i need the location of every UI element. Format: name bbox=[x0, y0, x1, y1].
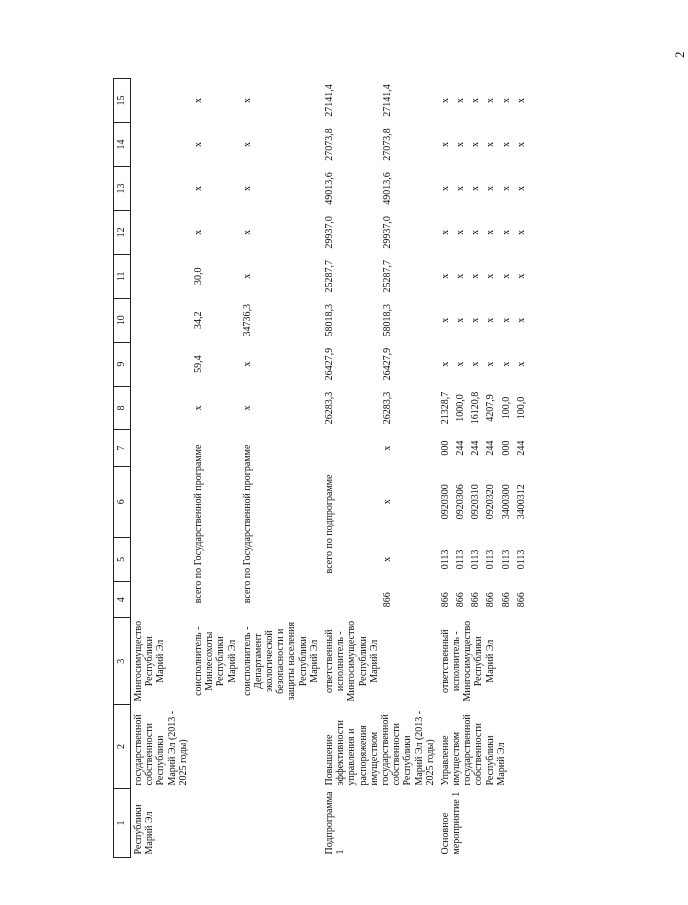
cell-value: 26427,9 bbox=[381, 347, 393, 381]
cell-value: х bbox=[241, 361, 253, 367]
cell-value: 58018,3 bbox=[381, 303, 393, 337]
header-cell-14: 14 bbox=[114, 123, 131, 167]
table-row bbox=[322, 79, 380, 858]
cell-subject: Основное мероприятие 1 bbox=[439, 791, 463, 855]
header-cell-12: 12 bbox=[114, 210, 131, 254]
cell-code: 0113 bbox=[439, 549, 451, 570]
header-cell-4: 4 bbox=[114, 582, 131, 618]
cell-code: 866 bbox=[515, 592, 527, 608]
cell-value: х bbox=[500, 361, 512, 367]
cell-executor: соисполнитель - Минлесохоты Республики Марий Эл bbox=[192, 626, 238, 696]
header-cell-10: 10 bbox=[114, 298, 131, 342]
cell-value: 16120,8 bbox=[470, 391, 482, 425]
table-row bbox=[131, 79, 191, 858]
cell-code: 0113 bbox=[500, 549, 512, 570]
header-cell-5: 5 bbox=[114, 537, 131, 581]
cell-value: 27141,4 bbox=[324, 84, 335, 117]
cell-code: 0113 bbox=[515, 549, 527, 570]
cell-value: х bbox=[485, 317, 497, 323]
cell-value: х bbox=[455, 229, 467, 235]
header-row bbox=[114, 79, 131, 858]
cell-value: х bbox=[241, 229, 253, 235]
cell-value: х bbox=[500, 98, 512, 104]
cell-value: 30,0 bbox=[192, 267, 204, 286]
cell-value: 25287,7 bbox=[381, 260, 393, 293]
cell-value: х bbox=[439, 273, 451, 279]
cell-value: х bbox=[485, 229, 497, 235]
cell-code: 000 bbox=[500, 440, 512, 456]
cell-code: 0920310 bbox=[470, 484, 482, 520]
cell-value: х bbox=[192, 98, 204, 104]
cell-code: 866 bbox=[500, 592, 512, 608]
cell-total-label: всего по Государственной программе bbox=[192, 444, 204, 604]
cell-value: 100,0 bbox=[515, 396, 527, 420]
cell-value: 27073,8 bbox=[324, 128, 335, 161]
cell-total-label: всего по Государственной программе bbox=[241, 444, 253, 604]
cell-value: х bbox=[515, 361, 527, 367]
cell-executor: ответственный исполнитель - Мингосимущество Республики Марий Эл bbox=[439, 620, 496, 702]
cell-value: х bbox=[439, 317, 451, 323]
cell-value: 100,0 bbox=[500, 396, 512, 420]
cell-value: 25287,7 bbox=[324, 260, 335, 293]
cell-code: х bbox=[381, 556, 393, 562]
header-cell-1: 1 bbox=[114, 789, 131, 858]
cell-value: х bbox=[241, 405, 253, 411]
cell-value: 26427,9 bbox=[324, 347, 335, 381]
cell-value: 4207,9 bbox=[485, 394, 497, 422]
cell-code: 866 bbox=[381, 592, 393, 608]
cell-code: 3400300 bbox=[500, 484, 512, 520]
cell-code: 866 bbox=[455, 592, 467, 608]
cell-value: 26283,3 bbox=[381, 391, 393, 425]
rotated-table-container bbox=[113, 78, 623, 858]
cell-value: 1000,0 bbox=[455, 394, 467, 422]
cell-code: 244 bbox=[470, 440, 482, 456]
cell-executor: соисполнитель - Департамент экологической безопасности и защиты населения Республики Марий Эл bbox=[241, 621, 320, 701]
cell-value: х bbox=[485, 98, 497, 104]
cell-value: 59,4 bbox=[192, 355, 204, 373]
header-cell-11: 11 bbox=[114, 254, 131, 298]
cell-code: 244 bbox=[515, 440, 527, 456]
cell-code: 0113 bbox=[485, 549, 497, 570]
cell-value: х bbox=[515, 98, 527, 104]
cell-value: х bbox=[455, 317, 467, 323]
cell-value: х bbox=[439, 361, 451, 367]
table-row bbox=[240, 79, 322, 858]
cell-value: х bbox=[515, 317, 527, 323]
program-table bbox=[113, 78, 529, 858]
cell-subject: Подпрограмма 1 bbox=[324, 791, 347, 855]
cell-value: х bbox=[241, 98, 253, 104]
cell-value: х bbox=[515, 229, 527, 235]
cell-value: х bbox=[192, 405, 204, 411]
cell-value: х bbox=[241, 185, 253, 191]
cell-value: 29937,0 bbox=[381, 216, 393, 249]
header-cell-8: 8 bbox=[114, 386, 131, 430]
cell-value: х bbox=[470, 361, 482, 367]
cell-value: х bbox=[515, 185, 527, 191]
cell-value: х bbox=[192, 229, 204, 235]
cell-value: 27141,4 bbox=[381, 84, 393, 117]
page-number: 2 bbox=[672, 51, 687, 58]
cell-code: х bbox=[381, 499, 393, 505]
cell-value: х bbox=[455, 142, 467, 148]
cell-code: 866 bbox=[439, 592, 451, 608]
cell-value: х bbox=[439, 142, 451, 148]
cell-value: 34736,3 bbox=[241, 303, 253, 337]
cell-value: 49013,6 bbox=[381, 172, 393, 205]
cell-value: х bbox=[455, 98, 467, 104]
cell-executor: ответственный исполнитель - Мингосимущество Республики Марий Эл bbox=[324, 620, 380, 702]
cell-value: х bbox=[485, 142, 497, 148]
cell-code: 000 bbox=[439, 440, 451, 456]
cell-value: х bbox=[515, 273, 527, 279]
cell-value: х bbox=[470, 273, 482, 279]
cell-code: 0920306 bbox=[455, 484, 467, 520]
cell-value: х bbox=[485, 361, 497, 367]
cell-value: 26283,3 bbox=[324, 391, 335, 425]
cell-code: 0920320 bbox=[485, 484, 497, 520]
cell-value: х bbox=[515, 142, 527, 148]
cell-code: 244 bbox=[455, 440, 467, 456]
header-cell-2: 2 bbox=[114, 705, 131, 789]
cell-value: х bbox=[439, 229, 451, 235]
cell-code: 866 bbox=[470, 592, 482, 608]
cell-code: 0113 bbox=[470, 549, 482, 570]
cell-value: х bbox=[500, 317, 512, 323]
cell-value: х bbox=[439, 185, 451, 191]
cell-code: 0113 bbox=[455, 549, 467, 570]
cell-total-label: всего по подпрограмме bbox=[324, 474, 335, 574]
table-row bbox=[438, 79, 453, 858]
cell-code: 244 bbox=[485, 440, 497, 456]
cell-value: х bbox=[500, 229, 512, 235]
header-cell-15: 15 bbox=[114, 79, 131, 123]
cell-value: х bbox=[241, 142, 253, 148]
header-cell-6: 6 bbox=[114, 466, 131, 537]
cell-value: х bbox=[500, 273, 512, 279]
cell-subject: Республики Марий Эл bbox=[133, 804, 156, 855]
cell-value: х bbox=[500, 185, 512, 191]
cell-value: х bbox=[241, 273, 253, 279]
cell-value: 58018,3 bbox=[324, 303, 335, 337]
cell-value: х bbox=[455, 273, 467, 279]
cell-value: х bbox=[470, 142, 482, 148]
cell-value: х bbox=[470, 317, 482, 323]
header-cell-3: 3 bbox=[114, 618, 131, 705]
cell-value: х bbox=[439, 98, 451, 104]
cell-value: 21328,7 bbox=[439, 391, 451, 425]
cell-value: х bbox=[455, 361, 467, 367]
cell-value: 49013,6 bbox=[324, 172, 335, 205]
cell-program-name: Управление имуществом государственной собственности Республики Марий Эл bbox=[439, 714, 507, 786]
header-cell-7: 7 bbox=[114, 430, 131, 466]
cell-value: х bbox=[470, 229, 482, 235]
cell-value: 29937,0 bbox=[324, 216, 335, 249]
cell-value: х bbox=[192, 142, 204, 148]
cell-code: 0920300 bbox=[439, 484, 451, 520]
cell-value: х bbox=[485, 185, 497, 191]
cell-value: х bbox=[470, 98, 482, 104]
cell-code: 866 bbox=[485, 592, 497, 608]
cell-program-name: государственной собственности Республики Марий Эл (2013 - 2025 годы) bbox=[133, 710, 189, 786]
cell-value: 27073,8 bbox=[381, 128, 393, 161]
cell-code: х bbox=[381, 445, 393, 451]
table-row bbox=[191, 79, 240, 858]
cell-program-name: Повышение эффективности управления и распоряжения имуществом государственной собственности Республики Марий Эл (2013 - 2025 годы) bbox=[324, 710, 436, 786]
cell-value: х bbox=[455, 185, 467, 191]
header-cell-9: 9 bbox=[114, 342, 131, 386]
cell-value: х bbox=[192, 185, 204, 191]
cell-value: х bbox=[485, 273, 497, 279]
cell-value: 34,2 bbox=[192, 311, 204, 329]
cell-value: х bbox=[500, 142, 512, 148]
cell-value: х bbox=[470, 185, 482, 191]
cell-code: 3400312 bbox=[515, 484, 527, 520]
cell-executor: Мингосимущество Республики Марий Эл bbox=[133, 620, 167, 702]
header-cell-13: 13 bbox=[114, 166, 131, 210]
